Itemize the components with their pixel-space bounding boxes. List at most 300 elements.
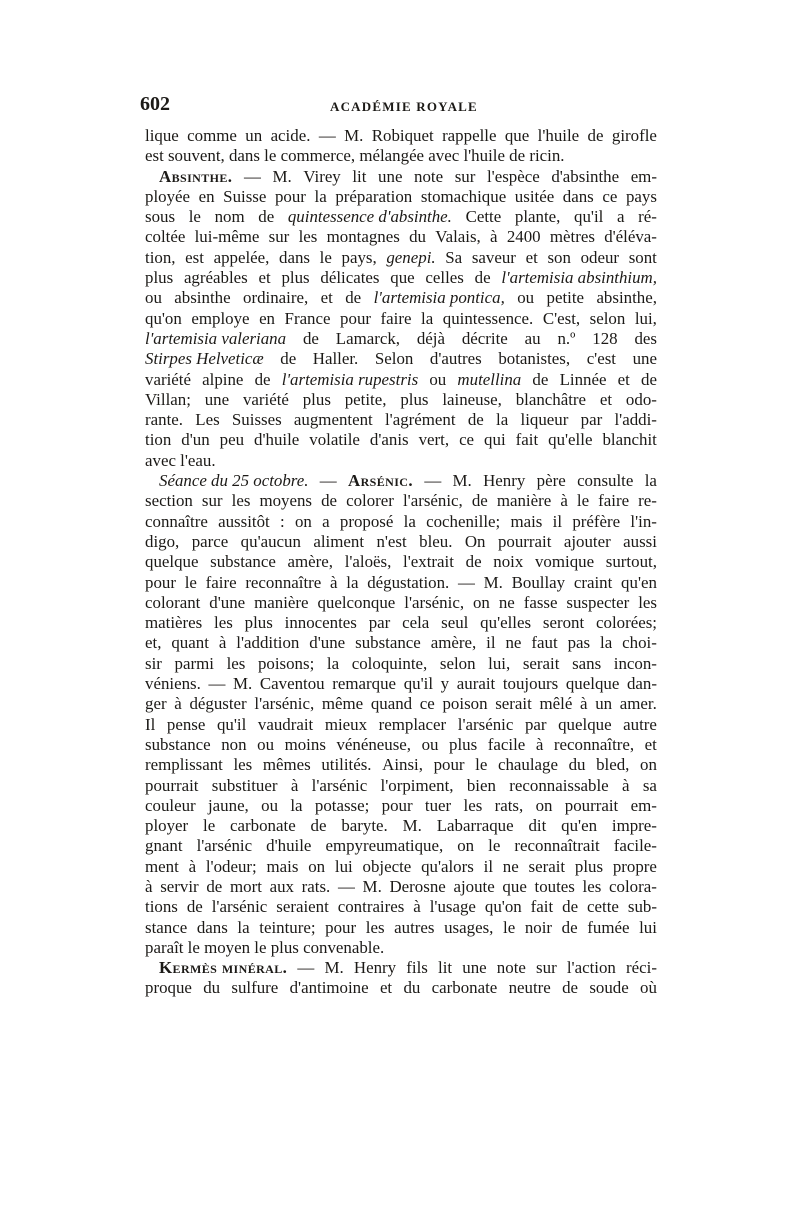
word: petite — [546, 288, 585, 308]
text-line — [145, 430, 657, 450]
word: à — [490, 227, 498, 247]
word: — — [208, 674, 226, 694]
word: parce — [191, 531, 229, 551]
text-line — [145, 410, 657, 430]
text-line — [145, 796, 657, 816]
word: l'espèce — [486, 166, 540, 186]
word: qu'on — [484, 897, 522, 917]
word: l'orpiment, — [380, 775, 454, 795]
word: y — [440, 674, 450, 694]
word: d'anis — [369, 430, 409, 450]
word: de — [186, 897, 203, 917]
text-line — [145, 390, 657, 410]
word: M. — [362, 876, 382, 896]
word: lique — [145, 126, 179, 145]
word: le — [503, 917, 516, 937]
word: colorer — [346, 491, 394, 511]
word: fils — [406, 958, 428, 978]
word: autres — [394, 917, 435, 937]
word: pays — [625, 186, 657, 206]
word: pour — [325, 917, 357, 937]
word: pour — [274, 186, 306, 206]
word: des — [634, 328, 657, 348]
word: Virey — [303, 166, 341, 186]
word: plus — [302, 389, 331, 409]
word: de — [258, 207, 275, 227]
word: remplissant — [145, 755, 223, 775]
word: blanchâtre — [515, 389, 587, 409]
word: choi- — [622, 633, 657, 653]
word: n'est — [376, 531, 407, 551]
word: augmentent — [293, 410, 373, 430]
word: pour — [340, 308, 372, 328]
text-line — [145, 857, 657, 877]
word: d'huile — [266, 836, 312, 856]
word: faire — [598, 491, 630, 511]
text-line — [145, 126, 657, 146]
word: Caventou — [259, 674, 325, 694]
text-line — [145, 309, 657, 329]
word: d'une — [209, 592, 246, 612]
word: les — [365, 917, 385, 937]
word: l'usage — [429, 897, 476, 917]
word: moyens — [259, 491, 312, 511]
word: plus — [244, 613, 273, 633]
word: à — [290, 775, 299, 795]
word: rats. — [301, 876, 331, 896]
word: plus — [145, 268, 174, 288]
word: ajouter — [563, 531, 611, 551]
word: quintessence. — [442, 308, 534, 328]
italic-term: l'artemisia pontica, — [373, 288, 505, 308]
word: l'agrément — [384, 410, 456, 430]
word: vert, — [418, 430, 450, 450]
word: du — [409, 227, 426, 247]
word: consulte — [577, 471, 634, 491]
word: utilités. — [321, 755, 372, 775]
word: amère, — [430, 633, 477, 653]
word: Valais, — [435, 227, 481, 247]
text-line — [145, 593, 657, 613]
word: usitée — [514, 186, 555, 206]
word: ce — [459, 430, 475, 450]
word: jaune, — [207, 795, 249, 815]
word: bled, — [596, 755, 630, 775]
word: le — [475, 755, 488, 775]
text-line — [145, 349, 657, 369]
word: pense — [166, 714, 206, 734]
word: on — [640, 755, 657, 775]
word: Robiquet — [371, 126, 434, 145]
word: digo, — [145, 531, 180, 551]
word: qu'il — [216, 714, 247, 734]
word: toujours — [502, 674, 559, 694]
word: ou — [261, 795, 279, 815]
text-line — [145, 897, 657, 917]
word: chaulage — [497, 755, 558, 775]
section-heading: Arsénic. — [348, 471, 413, 491]
word: girofle — [611, 126, 657, 145]
text-line — [145, 958, 657, 978]
word: — — [297, 958, 315, 978]
word: couleur — [145, 795, 196, 815]
word: de — [467, 410, 484, 430]
word: peu — [219, 430, 245, 450]
word: aussitôt — [218, 511, 270, 531]
word: teinture; — [259, 917, 316, 937]
word: ployée — [145, 186, 191, 206]
word: tion, — [145, 247, 176, 267]
word: sir — [145, 653, 162, 673]
word: même — [321, 694, 364, 714]
word: colora- — [609, 876, 657, 896]
word: seront — [542, 613, 585, 633]
text-line — [145, 918, 657, 938]
word: qu'alors — [421, 856, 474, 876]
word: il — [552, 511, 563, 531]
text-line — [145, 552, 657, 572]
word: stance — [145, 917, 188, 937]
word: par — [580, 410, 603, 430]
word: faire — [380, 308, 412, 328]
word: pour — [145, 572, 176, 592]
word: sans — [572, 653, 602, 673]
word: M. — [452, 471, 472, 491]
word: aliment — [313, 531, 365, 551]
word: coloquinte, — [351, 653, 428, 673]
word: plante, — [514, 207, 561, 227]
word: servir — [160, 876, 199, 896]
word: du — [403, 978, 421, 998]
word: plus — [400, 389, 429, 409]
word: carbonate — [230, 816, 296, 836]
word: ou — [517, 288, 535, 308]
word: c'est — [586, 349, 616, 369]
word: dans — [562, 186, 594, 206]
text-line — [145, 146, 657, 166]
word: facile — [487, 734, 526, 754]
word: ne — [502, 856, 519, 876]
text-line — [145, 227, 657, 247]
italic-term: mutellina — [457, 369, 522, 389]
word: un — [245, 126, 263, 145]
text-line — [145, 491, 657, 511]
word: cela — [402, 613, 430, 633]
word: vaudrait — [257, 714, 314, 734]
word: fait — [515, 430, 539, 450]
word: bien — [466, 775, 496, 795]
word: cochenille; — [426, 511, 501, 531]
word: le — [203, 816, 216, 836]
word: non — [221, 734, 247, 754]
italic-term: Stirpes Helveticæ — [145, 349, 264, 369]
word: déguster — [189, 694, 247, 714]
word: la — [290, 795, 303, 815]
word: laineuse, — [442, 389, 502, 409]
word: fasse — [523, 592, 558, 612]
text-line — [145, 674, 657, 694]
word: pourrait — [497, 531, 552, 551]
text-line — [145, 654, 657, 674]
word: l'extrait — [403, 552, 454, 572]
word: qu'il — [403, 674, 434, 694]
word: vénéneuse, — [336, 734, 412, 754]
word: les — [233, 755, 253, 775]
text-line — [145, 613, 657, 633]
word: Villan; — [145, 389, 191, 409]
word: la — [644, 471, 657, 491]
text-line — [145, 187, 657, 207]
word: a — [322, 511, 330, 531]
word: en — [198, 186, 215, 206]
word: et — [599, 389, 613, 409]
word: de — [471, 491, 488, 511]
word: lui, — [634, 308, 657, 328]
word: empyreumatique, — [325, 836, 444, 856]
text-line — [145, 512, 657, 532]
word: l'arsénic — [211, 897, 268, 917]
text-line — [145, 633, 657, 653]
word: et — [525, 247, 538, 267]
word: les — [463, 795, 483, 815]
word: quelque — [145, 552, 199, 572]
word: l'in- — [630, 511, 657, 531]
text-line — [145, 755, 657, 775]
word: saveur — [471, 247, 516, 267]
word: l'odeur; — [205, 856, 257, 876]
text-line — [145, 268, 657, 288]
word: l'arsénic — [311, 775, 368, 795]
word: serait — [495, 694, 532, 714]
word: ce — [419, 694, 435, 714]
word: pour — [381, 795, 413, 815]
word: déjà — [416, 328, 445, 348]
word: sur — [201, 491, 223, 511]
word: quelconque — [317, 592, 396, 612]
word: de — [321, 491, 338, 511]
word: on — [294, 511, 312, 531]
word: Suisses — [231, 410, 282, 430]
word: d'absinthe — [551, 166, 620, 186]
word: 128 — [592, 328, 618, 348]
word: ou — [145, 288, 162, 308]
word: montagnes — [326, 227, 400, 247]
word: selon — [439, 653, 476, 673]
word: le — [488, 836, 501, 856]
word: note — [414, 166, 444, 186]
word: ployer — [145, 816, 189, 836]
word: Suisse — [223, 186, 267, 206]
word: une — [462, 958, 487, 978]
word: de — [562, 897, 579, 917]
word: d'autres — [429, 349, 482, 369]
word: la — [326, 653, 340, 673]
word: l'arsénic — [457, 714, 514, 734]
word: quelque — [565, 674, 620, 694]
word: l'arsénic, — [402, 491, 463, 511]
word: pas — [567, 633, 591, 653]
word: incon- — [613, 653, 657, 673]
word: l'addi- — [614, 410, 657, 430]
word: em- — [630, 166, 657, 186]
word: préparation — [335, 186, 413, 206]
word: C'est, — [542, 308, 581, 328]
word: quelque — [558, 714, 612, 734]
word: pays, — [341, 247, 377, 267]
word: sur — [536, 958, 557, 978]
word: que — [390, 268, 415, 288]
word: ou — [429, 369, 447, 389]
text-line — [145, 370, 657, 390]
word: qu'on — [145, 308, 182, 328]
word: neutre — [508, 978, 551, 998]
word: impre- — [611, 816, 657, 836]
word: toutes — [534, 876, 575, 896]
word: Il — [145, 714, 156, 734]
word: père — [536, 471, 566, 491]
italic-term: genepi. — [386, 247, 436, 267]
word: section — [145, 491, 193, 511]
word: de — [587, 126, 604, 145]
italic-term: Séance du 25 octobre. — [159, 471, 309, 491]
word: manière — [254, 592, 309, 612]
word: sulfure — [231, 978, 279, 998]
word: Henry — [353, 958, 397, 978]
word: Cette — [465, 207, 502, 227]
word: de — [345, 288, 362, 308]
word: re- — [638, 491, 657, 511]
word: mais — [266, 856, 299, 876]
word: seul — [441, 613, 469, 633]
word: parmi — [174, 653, 214, 673]
word: à — [174, 694, 182, 714]
word: de — [206, 876, 223, 896]
word: M. — [402, 816, 422, 836]
word: substituer — [211, 775, 278, 795]
word: mêmes — [262, 755, 311, 775]
word: On — [464, 531, 486, 551]
word: les — [298, 227, 318, 247]
word: mais — [510, 511, 543, 531]
word: remarque — [332, 674, 397, 694]
word: stomachique — [420, 186, 507, 206]
word: carbonate — [431, 978, 498, 998]
word: aurait — [456, 674, 496, 694]
page-number: 602 — [140, 93, 170, 115]
word: M. — [233, 674, 253, 694]
word: soude — [589, 978, 629, 998]
word: rante. — [145, 410, 183, 430]
word: noix — [493, 552, 524, 572]
word: usages, — [444, 917, 494, 937]
word: est — [185, 247, 204, 267]
word: aussi — [623, 531, 657, 551]
word: à — [622, 775, 630, 795]
word: de — [310, 816, 327, 836]
word: véniens. — [145, 674, 201, 694]
word: n.º — [557, 328, 576, 348]
word: dans — [279, 247, 310, 267]
word: quant — [171, 633, 209, 653]
word: paraît le moyen le plus convenable. — [145, 937, 385, 957]
word: ré- — [638, 207, 657, 227]
word: acide. — [270, 126, 311, 145]
word: une — [204, 389, 230, 409]
word: et, — [145, 633, 162, 653]
text-line — [145, 836, 657, 856]
word: ou — [257, 734, 275, 754]
word: et — [258, 268, 271, 288]
word: lit — [438, 958, 453, 978]
word: l'huile — [537, 126, 580, 145]
word: par — [524, 714, 547, 734]
word: lit — [352, 166, 367, 186]
word: le — [319, 247, 332, 267]
word: d'huile — [254, 430, 300, 450]
word: facile- — [613, 836, 657, 856]
word: qu'elles — [480, 613, 532, 633]
word: à — [580, 694, 588, 714]
word: la — [600, 633, 613, 653]
word: liqueur — [520, 410, 569, 430]
word: a — [617, 207, 625, 227]
word: dégustation. — [367, 572, 450, 592]
word: suspecter — [566, 592, 630, 612]
word: — — [337, 876, 355, 896]
page-header — [140, 93, 660, 117]
word: la — [346, 572, 359, 592]
word: vomique — [534, 552, 595, 572]
word: lui, — [488, 653, 511, 673]
body-text — [145, 126, 657, 999]
word: l'aloës, — [344, 552, 392, 572]
word: et — [379, 978, 393, 998]
word: odo- — [625, 389, 657, 409]
word: M. — [344, 126, 364, 145]
word: rappelle — [442, 126, 497, 145]
word: pour — [433, 755, 465, 775]
word: plus — [574, 856, 604, 876]
word: reconnaître — [245, 572, 322, 592]
word: son — [547, 247, 571, 267]
word: où — [640, 978, 657, 998]
word: baryte. — [341, 816, 388, 836]
word: colorées; — [596, 613, 657, 633]
word: de — [641, 369, 657, 389]
word: variété — [242, 389, 289, 409]
word: dans — [196, 917, 228, 937]
word: avec l'eau. — [145, 450, 216, 470]
word: qu'en — [561, 816, 598, 836]
word: il — [486, 633, 496, 653]
word: ordinaire, — [243, 288, 309, 308]
word: à — [218, 633, 227, 653]
word: pourrait — [145, 775, 199, 795]
word: les — [231, 491, 251, 511]
word: mort — [229, 876, 262, 896]
text-line — [145, 978, 657, 998]
word: ment — [145, 856, 179, 876]
text-line — [145, 329, 657, 349]
word: absinthe, — [596, 288, 657, 308]
text-line — [145, 735, 657, 755]
word: ne — [498, 592, 515, 612]
word: et — [617, 369, 630, 389]
word: poison — [442, 694, 488, 714]
word: la — [314, 186, 327, 206]
word: innocentes — [284, 613, 357, 633]
word: employe — [191, 308, 250, 328]
